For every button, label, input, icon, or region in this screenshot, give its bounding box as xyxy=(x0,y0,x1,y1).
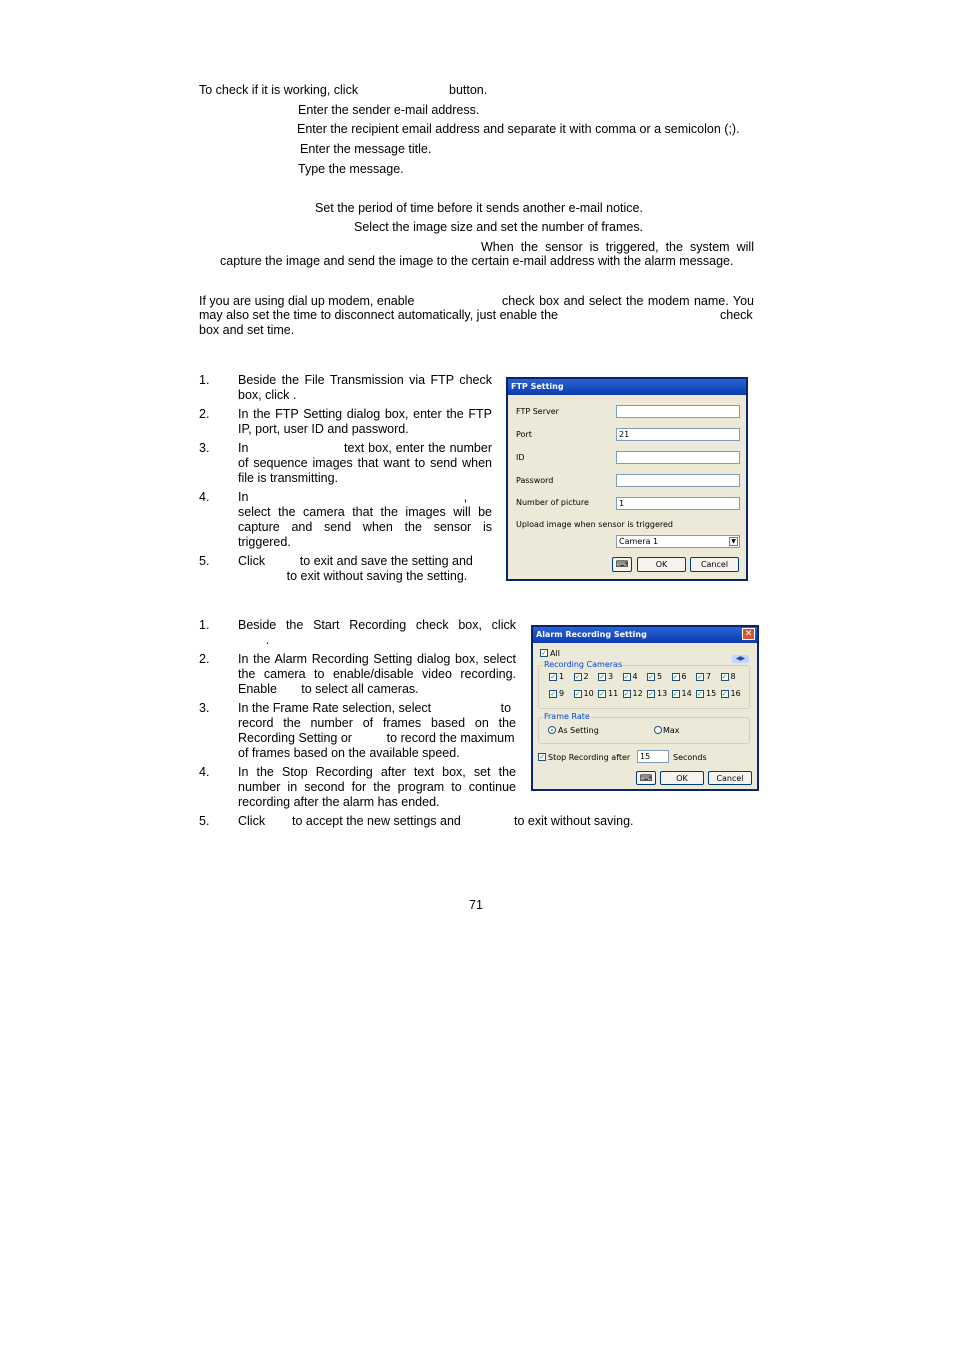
sender-text: Enter the sender e-mail address. xyxy=(298,103,480,117)
camera-checkbox-label: 13 xyxy=(657,689,668,698)
camera-checkbox-label: 7 xyxy=(706,672,712,681)
camera-checkbox[interactable]: ✓ xyxy=(648,673,654,681)
max-radio[interactable] xyxy=(654,726,662,734)
password-field[interactable] xyxy=(616,474,740,487)
keyboard-button[interactable] xyxy=(612,557,632,572)
camera-checkbox[interactable]: ✓ xyxy=(721,690,728,698)
step-line: select the camera that the images will be xyxy=(238,505,492,519)
keyboard-icon: ⌨ xyxy=(639,774,653,784)
camera-checkbox[interactable]: ✓ xyxy=(599,673,605,681)
camera-checkbox[interactable]: ✓ xyxy=(550,690,556,698)
camera-checkbox[interactable]: ✓ xyxy=(623,690,630,698)
step-line: In the Alarm Recording Setting dialog box, select xyxy=(238,652,516,666)
camera-checkbox-label: 16 xyxy=(730,689,741,698)
step-line: In the Stop Recording after text box, set the xyxy=(238,765,516,779)
ftp-server-label: FTP Server xyxy=(516,407,559,416)
keyboard-button[interactable] xyxy=(636,771,656,785)
title-text: Enter the message title. xyxy=(300,142,432,156)
camera-select[interactable] xyxy=(616,535,740,548)
step-line: to exit without saving the setting. xyxy=(238,569,468,583)
alarm-dialog-title: Alarm Recording Setting xyxy=(536,630,647,639)
sensor-line-1: When the sensor is triggered, the system will xyxy=(481,240,754,254)
camera-checkbox-label: 6 xyxy=(681,672,687,681)
camera-checkbox[interactable]: ✓ xyxy=(697,673,703,681)
ok-button[interactable]: OK xyxy=(637,557,686,572)
step-line: to accept the new settings and xyxy=(292,814,461,828)
all-label: All xyxy=(550,649,560,658)
step-line: Click to exit and save the setting and xyxy=(238,554,473,568)
port-field[interactable]: 21 xyxy=(616,428,740,441)
as-setting-radio[interactable] xyxy=(548,726,556,734)
step-line: of sequence images that want to send when xyxy=(238,456,492,470)
dialup-line2-b: check xyxy=(720,308,753,322)
dialup-line1-a: If you are using dial up modem, enable xyxy=(199,294,415,308)
as-setting-label: As Setting xyxy=(558,726,599,735)
step-line: number in second for the program to continue xyxy=(238,780,516,794)
recording-cameras-group xyxy=(538,665,750,709)
recording-cameras-title: Recording Cameras xyxy=(544,660,623,669)
step-number: 4. xyxy=(199,765,210,779)
camera-checkbox-label: 11 xyxy=(608,689,619,698)
step-number: 3. xyxy=(199,701,210,715)
stop-recording-label: Stop Recording after xyxy=(548,753,631,762)
number-of-picture-field[interactable]: 1 xyxy=(616,497,740,510)
step-line: Beside the File Transmission via FTP check xyxy=(238,373,492,387)
keyboard-icon: ⌨ xyxy=(615,560,629,570)
camera-checkbox[interactable]: ✓ xyxy=(574,690,581,698)
camera-checkbox[interactable]: ✓ xyxy=(672,690,679,698)
check-line-prefix: To check if it is working, click xyxy=(199,83,359,97)
step-line: record the number of frames based on the xyxy=(238,716,516,730)
alarm-recording-dialog xyxy=(531,625,759,791)
step-number: 5. xyxy=(199,554,210,568)
camera-checkbox[interactable]: ✓ xyxy=(672,673,679,681)
password-label: Password xyxy=(516,476,554,485)
step-line: recording after the alarm has ended. xyxy=(238,795,440,809)
step-line: box, click . xyxy=(238,388,297,402)
step-line: In the FTP Setting dialog box, enter the FTP xyxy=(238,407,492,421)
camera-checkbox-label: 5 xyxy=(657,672,663,681)
upload-label: Upload image when sensor is triggered xyxy=(516,520,674,529)
cancel-button[interactable]: Cancel xyxy=(690,557,739,572)
frame-rate-title: Frame Rate xyxy=(544,712,590,721)
camera-checkbox-label: 3 xyxy=(608,672,614,681)
step-number: 2. xyxy=(199,407,210,421)
camera-checkbox[interactable]: ✓ xyxy=(574,673,581,681)
camera-checkbox-label: 1 xyxy=(559,672,565,681)
max-label: Max xyxy=(663,726,680,735)
camera-select-value: Camera 1 xyxy=(619,537,659,546)
ftp-server-field[interactable] xyxy=(616,405,740,418)
step-line: the camera to enable/disable video recording. xyxy=(238,667,516,681)
camera-checkbox[interactable]: ✓ xyxy=(550,673,556,681)
sensor-line-2: capture the image and send the image to the certain e-mail address with the alarm message. xyxy=(220,254,734,268)
all-checkbox[interactable]: ✓ xyxy=(541,649,547,657)
port-label: Port xyxy=(516,430,532,439)
message-text: Type the message. xyxy=(298,162,404,176)
ok-button[interactable]: OK xyxy=(660,771,704,785)
close-icon[interactable]: ✕ xyxy=(742,628,755,640)
camera-checkbox[interactable]: ✓ xyxy=(648,690,654,698)
step-line: Click xyxy=(238,814,266,828)
image-size-text: Select the image size and set the number of frames. xyxy=(354,220,644,234)
camera-checkbox-label: 10 xyxy=(583,689,594,698)
seconds-label: Seconds xyxy=(673,753,707,762)
page-number: 71 xyxy=(469,898,483,912)
ftp-dialog-titlebar[interactable] xyxy=(508,379,746,395)
camera-checkbox-label: 12 xyxy=(632,689,643,698)
step-line: file is transmitting. xyxy=(238,471,339,485)
camera-checkbox-label: 4 xyxy=(632,672,638,681)
step-number: 1. xyxy=(199,618,210,632)
step-line: capture and send when the sensor is xyxy=(238,520,492,534)
stop-recording-seconds-field[interactable]: 15 xyxy=(637,750,669,763)
cancel-button[interactable]: Cancel xyxy=(708,771,752,785)
ftp-dialog-title: FTP Setting xyxy=(511,382,564,391)
camera-checkbox-label: 14 xyxy=(681,689,692,698)
step-line: IP, port, user ID and password. xyxy=(238,422,409,436)
dialup-line3: box and set time. xyxy=(199,323,295,337)
step-line: of frames based on the available speed. xyxy=(238,746,460,760)
camera-checkbox-label: 15 xyxy=(706,689,717,698)
step-line: Beside the Start Recording check box, click xyxy=(238,618,516,632)
ftp-setting-dialog xyxy=(506,377,748,581)
recipient-text: Enter the recipient email address and separate it with comma or a semicolon (;). xyxy=(297,122,740,136)
step-line: In , xyxy=(238,490,468,504)
step-number: 5. xyxy=(199,814,210,828)
step-line: triggered. xyxy=(238,535,291,549)
id-field[interactable] xyxy=(616,451,740,464)
chevron-down-icon[interactable]: ▼ xyxy=(729,537,738,546)
period-text: Set the period of time before it sends another e-mail notice. xyxy=(315,201,643,215)
camera-checkbox[interactable]: ✓ xyxy=(599,690,605,698)
camera-checkbox-label: 2 xyxy=(583,672,589,681)
step-line: In text box, enter the number xyxy=(238,441,492,455)
stop-recording-checkbox[interactable]: ✓ xyxy=(539,753,545,761)
camera-checkbox-label: 9 xyxy=(559,689,565,698)
dialup-line2-a: may also set the time to disconnect automatically, just enable the xyxy=(199,308,558,322)
step-number: 3. xyxy=(199,441,210,455)
step-line: to exit without saving. xyxy=(514,814,634,828)
step-line: . xyxy=(238,633,270,647)
step-line: Recording Setting or to record the maximum xyxy=(238,731,515,745)
check-line-suffix: button. xyxy=(449,83,488,97)
camera-checkbox[interactable]: ✓ xyxy=(721,673,728,681)
step-line: Enable to select all cameras. xyxy=(238,682,419,696)
alarm-dialog-titlebar[interactable] xyxy=(533,627,757,643)
step-number: 1. xyxy=(199,373,210,387)
camera-checkbox-label: 8 xyxy=(730,672,736,681)
step-line: In the Frame Rate selection, select to xyxy=(238,701,512,715)
camera-checkbox[interactable]: ✓ xyxy=(697,690,703,698)
step-number: 4. xyxy=(199,490,210,504)
number-of-picture-label: Number of picture xyxy=(516,498,589,507)
dialup-line1-b: check box and select the modem name. You xyxy=(502,294,754,308)
scroll-arrows-icon[interactable]: ◀▶ xyxy=(732,655,749,663)
step-number: 2. xyxy=(199,652,210,666)
camera-checkbox[interactable]: ✓ xyxy=(623,673,630,681)
id-label: ID xyxy=(516,453,525,462)
